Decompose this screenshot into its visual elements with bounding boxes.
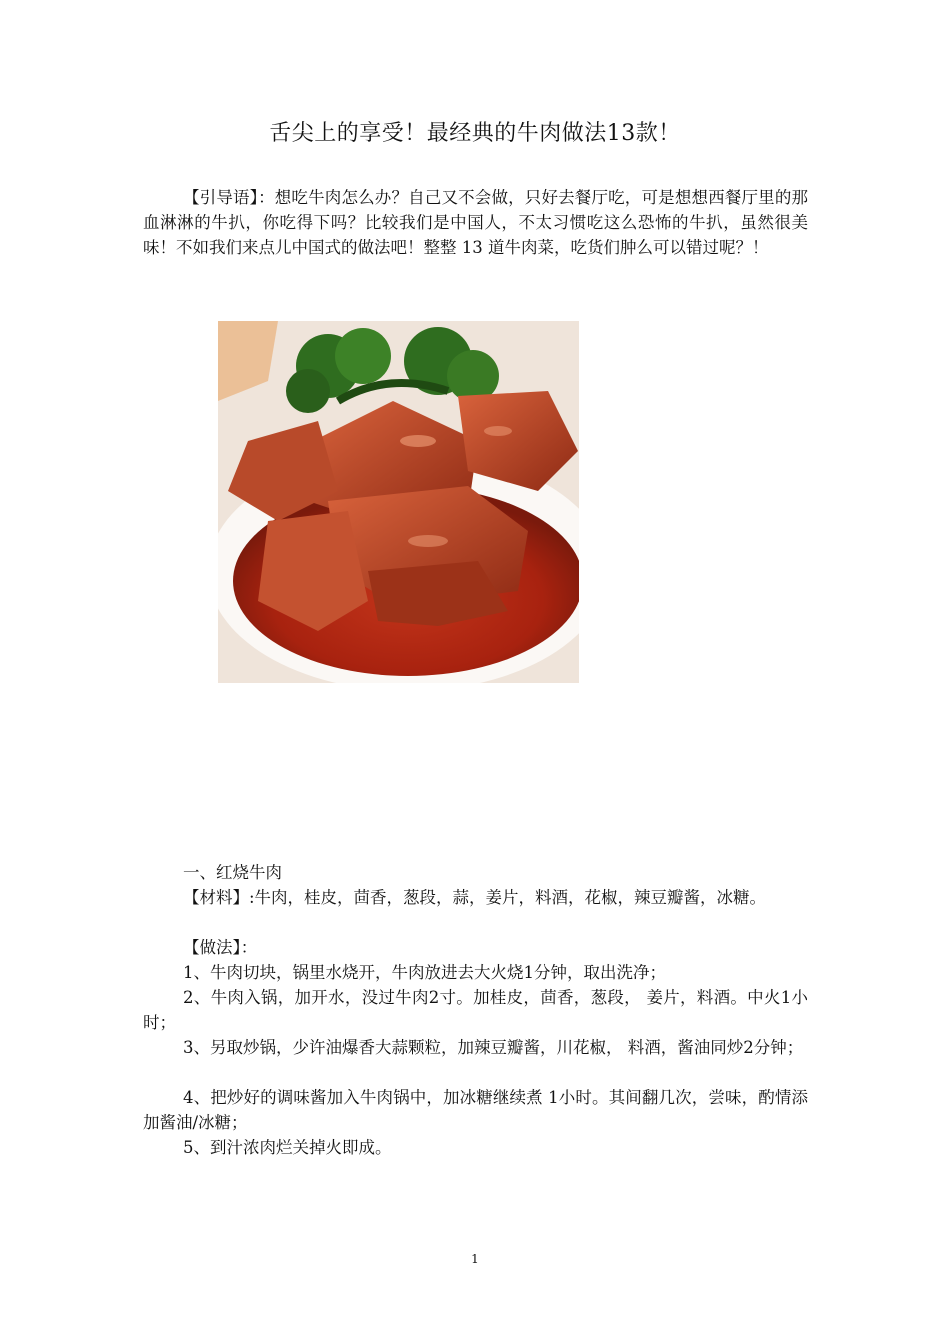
section-heading: 一、红烧牛肉 xyxy=(183,863,282,882)
braised-beef-image xyxy=(218,321,579,683)
doc-title: 舌尖上的享受！最经典的牛肉做法13款！ xyxy=(269,121,681,146)
materials-paragraph: 【材料】:牛肉，桂皮，茴香，葱段，蒜，姜片，料酒，花椒，辣豆瓣酱，冰糖。 xyxy=(183,888,767,907)
step-2: 2、牛肉入锅，加开水，没过牛肉2寸。加桂皮，茴香，葱段， 姜片，料酒。中火1小时； xyxy=(143,988,808,1032)
method-label: 【做法】： xyxy=(183,938,258,957)
dish-photo xyxy=(218,321,579,683)
step-3: 3、另取炒锅，少许油爆香大蒜颗粒，加辣豆瓣酱，川花椒， 料酒，酱油同炒2分钟； xyxy=(183,1038,804,1057)
step-1: 1、牛肉切块，锅里水烧开，牛肉放进去大火烧1分钟，取出洗净； xyxy=(183,963,666,982)
step-5: 5、到汁浓肉烂关掉火即成。 xyxy=(183,1138,392,1157)
step-4: 4、把炒好的调味酱加入牛肉锅中，加冰糖继续煮 1小时。其间翻几次，尝味，酌情添加酱油/冰糖； xyxy=(143,1088,808,1132)
page-number: 1 xyxy=(471,1252,479,1266)
intro-paragraph: 【引导语】：想吃牛肉怎么办？自己又不会做，只好去餐厅吃，可是想想西餐厅里的那血淋淋的牛扒，你吃得下吗？比较我们是中国人，不太习惯吃这么恐怖的牛扒，虽然很美味！不如我们来点儿中国式的做法吧！整整 13 道牛肉菜，吃货们肿么可以错过呢？！ xyxy=(143,188,808,257)
